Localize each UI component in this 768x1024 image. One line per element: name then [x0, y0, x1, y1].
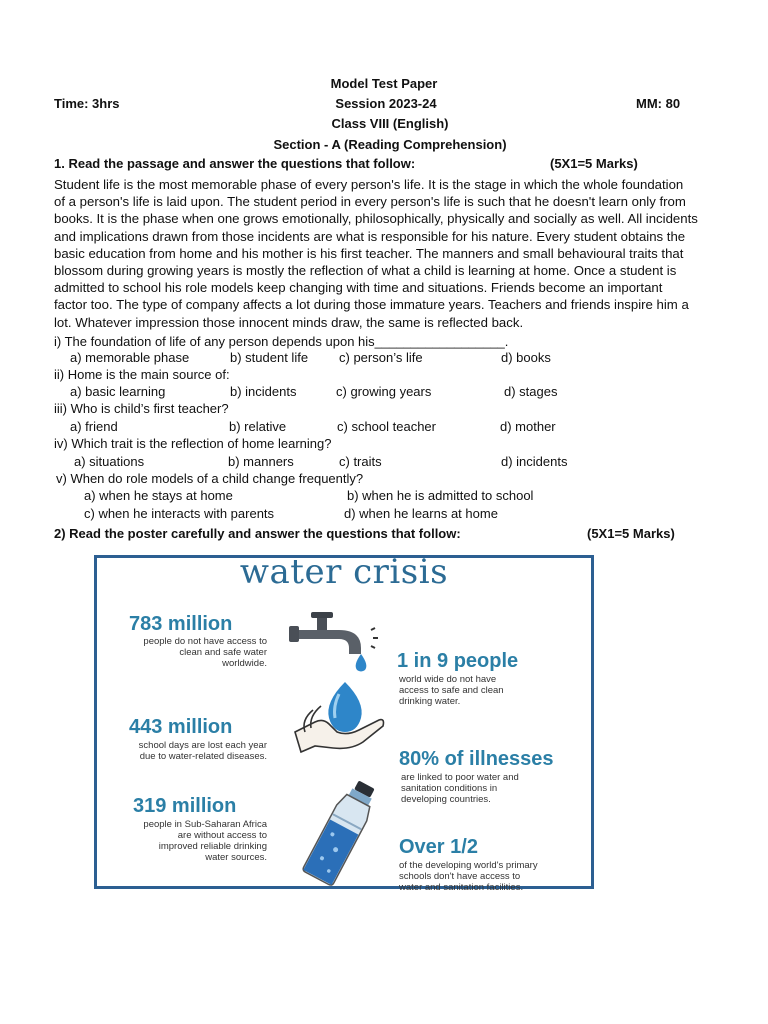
- option-3a: a) friend: [70, 419, 118, 434]
- passage-line: and implications drawn from those incidents are what is responsible for his nature. Every student obtains the: [54, 228, 686, 244]
- stat-443-million: 443 million: [129, 716, 233, 738]
- option-2a: a) basic learning: [70, 384, 166, 399]
- passage-line: factor too. The type of company affects a lot during those immature years. Teachers and friends inspire him a: [54, 297, 689, 313]
- class-label: Class VIII (English): [331, 116, 449, 131]
- option-4c: c) traits: [339, 454, 382, 469]
- reading-passage: [54, 176, 724, 331]
- option-5d: d) when he learns at home: [344, 506, 498, 521]
- passage-line: lot. Whatever impression those innocent minds draw, the same is reflected back.: [54, 314, 524, 330]
- passage-line: basic education from home and his mother is his first teacher. The manners and small behavioural traits that: [54, 245, 684, 261]
- stat-over-half: Over 1/2: [399, 836, 478, 858]
- option-5b: b) when he is admitted to school: [347, 488, 534, 503]
- option-3d: d) mother: [500, 419, 556, 434]
- water-drop-icon: [351, 653, 371, 673]
- poster-title: water crisis: [239, 552, 449, 592]
- q1-marks: (5X1=5 Marks): [550, 156, 638, 171]
- stat-319-million: 319 million: [133, 795, 237, 817]
- water-bottle-icon: [301, 776, 381, 886]
- question-2: ii) Home is the main source of:: [54, 367, 230, 382]
- q2-marks: (5X1=5 Marks): [587, 526, 675, 541]
- water-crisis-poster: [94, 552, 594, 893]
- stat-783-desc: people do not have access to clean and safe water worldwide.: [143, 636, 267, 669]
- option-2d: d) stages: [504, 384, 558, 399]
- option-1b: b) student life: [230, 350, 309, 365]
- option-1a: a) memorable phase: [70, 350, 190, 365]
- passage-line: blossom during growing years is mostly the reflection of what a child is learning at home. Once a student is: [54, 263, 677, 279]
- passage-line: Student life is the most memorable phase of every person's life. It is the stage in which the whole foundation: [54, 177, 684, 192]
- stat-80-desc: are linked to poor water and sanitation conditions in developing countries.: [401, 772, 519, 805]
- option-5c: c) when he interacts with parents: [84, 506, 275, 521]
- faucet-icon: [287, 608, 387, 673]
- stat-1-in-9-desc: world wide do not have access to safe and clean drinking water.: [399, 674, 504, 707]
- option-2b: b) incidents: [230, 384, 297, 399]
- question-4: iv) Which trait is the reflection of home learning?: [54, 436, 332, 451]
- option-4a: a) situations: [74, 454, 145, 469]
- question-5: v) When do role models of a child change frequently?: [56, 471, 364, 486]
- option-1c: c) person’s life: [339, 350, 423, 365]
- option-1d: d) books: [501, 350, 551, 365]
- q1-prompt: 1. Read the passage and answer the questions that follow:: [54, 156, 416, 171]
- paper-title: Model Test Paper: [330, 76, 438, 91]
- passage-line: of a person's life is laid upon. The student period in every person's life is such that he doesn't learn only from: [54, 194, 686, 210]
- stat-443-desc: school days are lost each year due to water-related diseases.: [138, 740, 267, 762]
- time-label: Time: 3hrs: [54, 96, 120, 111]
- passage-line: books. It is the phase when one grows emotionally, philosophically, physically and socially as well. All incidents: [54, 211, 698, 227]
- option-5a: a) when he stays at home: [84, 488, 233, 503]
- option-4d: d) incidents: [501, 454, 568, 469]
- passage-line: admitted to school his role models keep changing with time and situations. Friends become an important: [54, 280, 663, 296]
- option-2c: c) growing years: [336, 384, 432, 399]
- stat-1-in-9: 1 in 9 people: [397, 650, 519, 672]
- option-4b: b) manners: [228, 454, 294, 469]
- stat-783-million: 783 million: [129, 613, 233, 635]
- question-1: i) The foundation of life of any person depends upon his__________________.: [54, 334, 509, 349]
- stat-319-desc: people in Sub-Saharan Africa are without access to improved reliable drinking water sources.: [143, 819, 267, 863]
- question-3: iii) Who is child’s first teacher?: [54, 401, 229, 416]
- max-marks: MM: 80: [636, 96, 681, 111]
- section-heading: Section - A (Reading Comprehension): [273, 137, 507, 152]
- hand-water-drop-icon: [293, 680, 393, 755]
- option-3c: c) school teacher: [337, 419, 436, 434]
- stat-over-half-desc: of the developing world's primary schools don't have access to water and sanitation facilities.: [399, 860, 538, 893]
- q2-prompt: 2) Read the poster carefully and answer the questions that follow:: [54, 526, 461, 541]
- stat-80-percent: 80% of illnesses: [399, 748, 554, 770]
- session-label: Session 2023-24: [335, 96, 437, 111]
- option-3b: b) relative: [229, 419, 287, 434]
